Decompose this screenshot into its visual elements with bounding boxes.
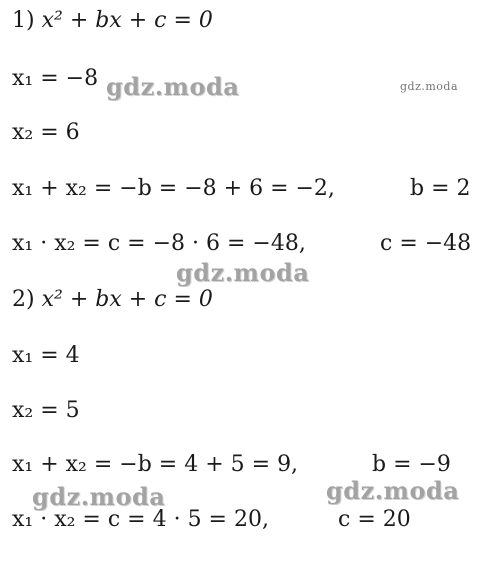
problem-2-root-1: x₁ = 4 [12,343,80,368]
problem-1-sum: x₁ + x₂ = −b = −8 + 6 = −2, [12,176,335,201]
problem-2-label: 2) [12,287,35,312]
problem-2-root-2: x₂ = 5 [12,398,80,423]
problem-2-sum: x₁ + x₂ = −b = 4 + 5 = 9, [12,452,299,477]
problem-2-product-result: c = 20 [338,507,411,532]
problem-2-equation [12,287,213,313]
watermark-small: gdz.moda [400,80,459,93]
problem-1-label: 1) [12,8,35,33]
problem-1-root-2: x₂ = 6 [12,120,80,145]
watermark: gdz.moda [326,476,460,505]
problem-1-equation [12,8,213,34]
problem-1-product-result: c = −48 [380,231,472,256]
problem-1-root-1: x₁ = −8 [12,66,99,91]
problem-2-product: x₁ · x₂ = c = 4 · 5 = 20, [12,507,269,532]
watermark: gdz.moda [32,482,166,511]
problem-2-equation-text: x² + bx + c = 0 [41,287,213,312]
problem-1-product: x₁ · x₂ = c = −8 · 6 = −48, [12,231,306,256]
watermark: gdz.moda [176,258,310,287]
problem-1-equation-text: x² + bx + c = 0 [41,8,213,33]
watermark: gdz.moda [106,72,240,101]
problem-2-sum-result: b = −9 [372,452,451,477]
problem-1-sum-result: b = 2 [410,176,471,201]
